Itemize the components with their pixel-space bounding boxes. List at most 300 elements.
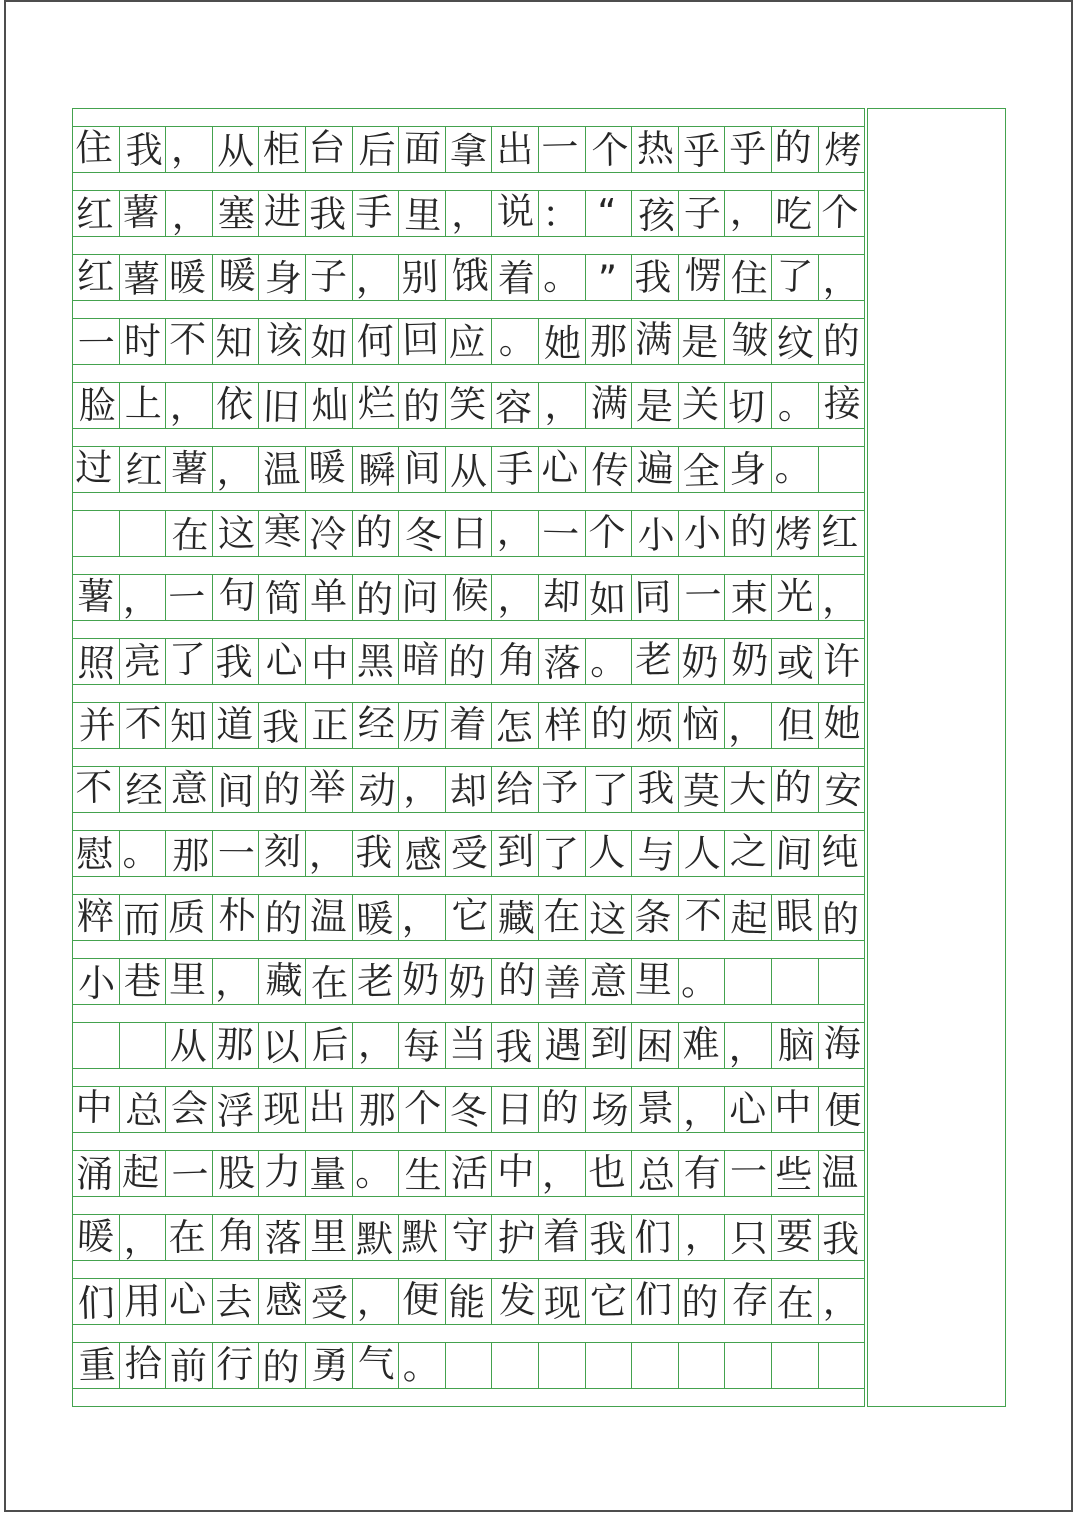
handwritten-character: 心 bbox=[265, 638, 303, 683]
grid-cell bbox=[73, 831, 119, 876]
grid-cell bbox=[538, 575, 585, 620]
grid-cell bbox=[165, 639, 212, 684]
handwritten-character: “ bbox=[596, 191, 617, 235]
handwritten-character: 了 bbox=[169, 637, 208, 682]
grid-cell bbox=[305, 1343, 352, 1388]
grid-cell bbox=[73, 575, 119, 620]
grid-cell bbox=[165, 1343, 212, 1388]
grid-cell bbox=[165, 959, 212, 1004]
grid-cell bbox=[585, 703, 632, 748]
grid-cell bbox=[258, 959, 305, 1004]
grid-cell bbox=[538, 1215, 585, 1260]
grid-cell bbox=[631, 255, 678, 300]
grid-cell bbox=[73, 191, 119, 236]
handwritten-character: 。 bbox=[122, 830, 160, 875]
grid-cell bbox=[678, 831, 725, 876]
grid-cell bbox=[724, 831, 771, 876]
grid-cell bbox=[165, 255, 212, 300]
grid-row bbox=[73, 126, 864, 173]
handwritten-character: 薯 bbox=[76, 574, 115, 619]
handwritten-character: 乎 bbox=[683, 129, 721, 173]
grid-cell bbox=[771, 1023, 818, 1068]
grid-row bbox=[73, 382, 864, 429]
handwritten-character: 脸 bbox=[78, 384, 116, 427]
row-spacer bbox=[73, 1133, 864, 1150]
grid-cell bbox=[119, 1023, 166, 1068]
handwritten-character: 要 bbox=[776, 1214, 814, 1259]
grid-row bbox=[73, 638, 864, 685]
grid-cell bbox=[538, 639, 585, 684]
handwritten-character: 经 bbox=[125, 768, 163, 813]
handwritten-character: 现 bbox=[543, 1281, 582, 1326]
handwritten-character: 后 bbox=[358, 128, 396, 173]
grid-cell bbox=[165, 1279, 212, 1324]
handwritten-character: 她 bbox=[544, 321, 582, 365]
grid-cell bbox=[818, 639, 865, 684]
grid-cell bbox=[258, 767, 305, 812]
handwritten-character: 灿 bbox=[311, 383, 350, 428]
grid-cell bbox=[305, 831, 352, 876]
handwritten-character: 它 bbox=[589, 1279, 628, 1324]
handwritten-character: 我 bbox=[821, 1217, 860, 1262]
handwritten-character: 的 bbox=[774, 125, 812, 170]
grid-cell bbox=[631, 703, 678, 748]
handwritten-character: 不 bbox=[75, 765, 114, 810]
handwritten-character: 如 bbox=[310, 321, 349, 366]
grid-cell bbox=[445, 959, 492, 1004]
grid-row bbox=[73, 510, 864, 557]
grid-cell bbox=[73, 767, 119, 812]
grid-cell bbox=[818, 895, 865, 940]
handwritten-character: 们 bbox=[634, 1215, 673, 1260]
grid-cell bbox=[724, 127, 771, 172]
handwritten-character: ， bbox=[727, 1025, 766, 1070]
grid-cell bbox=[119, 383, 166, 428]
handwritten-character: 如 bbox=[588, 577, 627, 622]
grid-cell bbox=[585, 383, 632, 428]
grid-cell bbox=[538, 1151, 585, 1196]
grid-cell bbox=[678, 383, 725, 428]
handwritten-character: 了 bbox=[591, 768, 629, 813]
grid-cell bbox=[258, 703, 305, 748]
handwritten-character: 皱 bbox=[730, 318, 769, 363]
grid-cell bbox=[491, 1023, 538, 1068]
grid-cell bbox=[73, 1215, 119, 1260]
grid-cell bbox=[165, 127, 212, 172]
handwritten-character: 薯 bbox=[122, 257, 161, 301]
grid-cell bbox=[678, 191, 725, 236]
handwritten-character: 个 bbox=[404, 1087, 442, 1131]
grid-cell bbox=[678, 127, 725, 172]
handwritten-character: 间 bbox=[404, 446, 442, 491]
handwritten-character: 满 bbox=[635, 317, 673, 362]
handwritten-character: 身 bbox=[728, 447, 767, 492]
handwritten-character: 意 bbox=[171, 766, 209, 811]
handwritten-character: ， bbox=[122, 577, 161, 622]
handwritten-character: 从 bbox=[169, 1024, 208, 1069]
grid-cell bbox=[724, 895, 771, 940]
grid-cell bbox=[818, 575, 865, 620]
grid-cell bbox=[631, 319, 678, 364]
grid-cell bbox=[771, 1151, 818, 1196]
grid-cell bbox=[305, 319, 352, 364]
grid-cell bbox=[538, 191, 585, 236]
handwritten-character: 红 bbox=[821, 511, 859, 555]
grid-cell bbox=[258, 1215, 305, 1260]
grid-cell bbox=[631, 575, 678, 620]
grid-cell bbox=[305, 1279, 352, 1324]
grid-cell bbox=[445, 191, 492, 236]
grid-cell bbox=[119, 1343, 166, 1388]
grid-cell bbox=[119, 127, 166, 172]
handwritten-character: 脑 bbox=[777, 1023, 816, 1068]
grid-cell bbox=[538, 383, 585, 428]
grid-cell bbox=[258, 383, 305, 428]
grid-cell bbox=[305, 1215, 352, 1260]
grid-cell bbox=[119, 1215, 166, 1260]
handwritten-character: 但 bbox=[777, 703, 816, 748]
handwritten-character: 饿 bbox=[451, 253, 490, 298]
grid-cell bbox=[538, 1087, 585, 1132]
handwritten-character: 暖 bbox=[168, 256, 206, 299]
handwritten-character: 回 bbox=[402, 317, 441, 362]
grid-cell bbox=[491, 1343, 538, 1388]
handwritten-character: 热 bbox=[637, 126, 675, 171]
grid-cell bbox=[631, 447, 678, 492]
handwritten-character: 现 bbox=[262, 1087, 301, 1132]
handwritten-character: 朴 bbox=[218, 893, 257, 938]
grid-cell bbox=[398, 1279, 445, 1324]
handwritten-character: 。 bbox=[589, 639, 628, 684]
handwritten-character: 红 bbox=[76, 254, 115, 299]
grid-cell bbox=[724, 1023, 771, 1068]
handwritten-character: 一 bbox=[541, 125, 580, 170]
handwritten-character: 巷 bbox=[123, 959, 162, 1004]
grid-cell bbox=[818, 1087, 865, 1132]
grid-cell bbox=[212, 1023, 259, 1068]
grid-cell bbox=[165, 1215, 212, 1260]
handwritten-character: 举 bbox=[308, 765, 347, 810]
grid-cell bbox=[445, 639, 492, 684]
row-spacer bbox=[73, 1197, 864, 1214]
handwritten-character: 奶 bbox=[448, 960, 486, 1005]
handwritten-character: 笑 bbox=[449, 382, 487, 427]
handwritten-character: 别 bbox=[401, 255, 440, 300]
handwritten-character: 会 bbox=[170, 1086, 209, 1131]
grid-cell bbox=[678, 1343, 725, 1388]
grid-cell bbox=[258, 831, 305, 876]
handwritten-character: ， bbox=[684, 1214, 722, 1258]
grid-cell bbox=[398, 1087, 445, 1132]
handwritten-character: 冬 bbox=[405, 513, 443, 557]
handwritten-character: 烦 bbox=[636, 704, 674, 749]
grid-cell bbox=[398, 831, 445, 876]
handwritten-character: 在 bbox=[543, 895, 581, 939]
handwritten-character: 经 bbox=[357, 701, 395, 746]
handwritten-character: 受 bbox=[450, 831, 489, 876]
handwritten-character: 着 bbox=[448, 702, 487, 747]
grid-cell bbox=[538, 767, 585, 812]
grid-cell bbox=[352, 1087, 399, 1132]
handwritten-character: 我 bbox=[354, 830, 393, 875]
handwritten-character: 总 bbox=[637, 1153, 676, 1198]
handwritten-character: 住 bbox=[75, 125, 114, 170]
grid-cell bbox=[352, 1023, 399, 1068]
grid-cell bbox=[165, 895, 212, 940]
grid-cell bbox=[305, 1023, 352, 1068]
grid-cell bbox=[771, 575, 818, 620]
handwritten-character: 一 bbox=[684, 573, 722, 618]
grid-cell bbox=[305, 639, 352, 684]
grid-cell bbox=[212, 1087, 259, 1132]
grid-cell bbox=[538, 1343, 585, 1388]
grid-cell bbox=[491, 639, 538, 684]
handwritten-character: 存 bbox=[731, 1278, 769, 1323]
handwritten-character: 量 bbox=[309, 1152, 347, 1197]
grid-cell bbox=[212, 767, 259, 812]
grid-cell bbox=[398, 1215, 445, 1260]
grid-cell bbox=[724, 319, 771, 364]
grid-cell bbox=[631, 1087, 678, 1132]
row-spacer bbox=[73, 1389, 864, 1406]
handwritten-character: 句 bbox=[218, 573, 257, 618]
handwritten-character: 人 bbox=[588, 831, 626, 875]
grid-cell bbox=[445, 383, 492, 428]
grid-cell bbox=[491, 1151, 538, 1196]
grid-cell bbox=[305, 191, 352, 236]
handwritten-character: 默 bbox=[401, 1215, 440, 1260]
handwritten-character: 红 bbox=[75, 192, 114, 237]
grid-cell bbox=[631, 1023, 678, 1068]
grid-cell bbox=[585, 191, 632, 236]
handwritten-character: 温 bbox=[262, 447, 301, 492]
handwritten-character: ， bbox=[544, 383, 583, 428]
grid-cell bbox=[585, 895, 632, 940]
handwritten-character: 薯 bbox=[170, 446, 209, 491]
grid-cell bbox=[631, 1343, 678, 1388]
handwritten-character: 单 bbox=[310, 574, 348, 619]
row-spacer bbox=[73, 365, 864, 382]
handwritten-character: 说 bbox=[496, 189, 535, 234]
handwritten-character: ， bbox=[822, 1279, 861, 1324]
grid-cell bbox=[771, 1279, 818, 1324]
handwritten-character: 在 bbox=[776, 1281, 815, 1326]
grid-cell bbox=[818, 511, 865, 556]
grid-cell bbox=[445, 1343, 492, 1388]
grid-cell bbox=[73, 895, 119, 940]
handwritten-character: 力 bbox=[263, 1149, 302, 1194]
handwritten-character: 。 bbox=[680, 960, 720, 1005]
handwritten-character: 行 bbox=[216, 1343, 254, 1387]
handwritten-character: 护 bbox=[496, 1216, 536, 1261]
grid-cell bbox=[352, 1151, 399, 1196]
handwritten-character: 道 bbox=[216, 702, 254, 747]
grid-cell bbox=[398, 255, 445, 300]
handwritten-character: ， bbox=[355, 257, 394, 302]
grid-cell bbox=[212, 191, 259, 236]
handwritten-character: 暖 bbox=[76, 1214, 115, 1259]
grid-cell bbox=[818, 767, 865, 812]
grid-cell bbox=[724, 1151, 771, 1196]
handwritten-character: 条 bbox=[634, 895, 673, 940]
grid-row bbox=[73, 1022, 864, 1069]
grid-row bbox=[73, 702, 864, 749]
grid-cell bbox=[165, 831, 212, 876]
grid-cell bbox=[258, 1087, 305, 1132]
handwritten-character: 并 bbox=[78, 703, 117, 748]
row-spacer bbox=[73, 941, 864, 958]
grid-cell bbox=[398, 383, 445, 428]
grid-cell bbox=[398, 1151, 445, 1196]
grid-cell bbox=[73, 127, 119, 172]
grid-cell bbox=[165, 703, 212, 748]
handwritten-character: 。 bbox=[402, 1344, 442, 1389]
grid-cell bbox=[73, 319, 119, 364]
handwritten-character: 拿 bbox=[449, 129, 488, 174]
handwritten-character: ， bbox=[122, 1217, 161, 1262]
handwritten-character: 困 bbox=[635, 1024, 675, 1069]
handwritten-character: 红 bbox=[125, 448, 163, 493]
grid-cell bbox=[631, 1151, 678, 1196]
handwritten-character: 藏 bbox=[264, 958, 303, 1003]
handwritten-character: 有 bbox=[683, 1151, 722, 1196]
grid-cell bbox=[631, 191, 678, 236]
handwritten-character: 也 bbox=[587, 1150, 626, 1195]
grid-cell bbox=[398, 1023, 445, 1068]
handwritten-character: ， bbox=[170, 384, 208, 429]
handwritten-character: 纹 bbox=[776, 321, 815, 366]
grid-cell bbox=[305, 703, 352, 748]
handwritten-character: ， bbox=[496, 509, 534, 554]
grid-cell bbox=[771, 319, 818, 364]
grid-cell bbox=[258, 1023, 305, 1068]
handwritten-character: 只 bbox=[730, 1216, 768, 1260]
handwritten-character: 手 bbox=[495, 447, 534, 492]
handwritten-character: 默 bbox=[355, 1217, 394, 1261]
handwritten-character: 怎 bbox=[494, 705, 533, 750]
handwritten-character: 我 bbox=[637, 767, 675, 811]
grid-cell bbox=[212, 639, 259, 684]
handwritten-character: 里 bbox=[404, 193, 443, 238]
handwritten-character: ， bbox=[357, 1021, 395, 1066]
handwritten-character: 一 bbox=[729, 1150, 767, 1194]
handwritten-character: 关 bbox=[681, 382, 720, 427]
handwritten-character: 的 bbox=[821, 897, 860, 942]
handwritten-character: 老 bbox=[356, 959, 395, 1004]
grid-cell bbox=[305, 511, 352, 556]
grid-cell bbox=[165, 383, 212, 428]
handwritten-character: 当 bbox=[449, 1023, 487, 1067]
grid-cell bbox=[398, 767, 445, 812]
handwritten-character: ， bbox=[308, 832, 347, 877]
grid-cell bbox=[538, 959, 585, 1004]
grid-cell bbox=[538, 447, 585, 492]
grid-cell bbox=[771, 383, 818, 428]
handwritten-character: 不 bbox=[124, 701, 163, 746]
grid-cell bbox=[538, 831, 585, 876]
handwritten-character: 浮 bbox=[216, 1089, 255, 1134]
handwritten-character: 安 bbox=[823, 768, 863, 813]
grid-row bbox=[73, 766, 864, 813]
handwritten-character: 中 bbox=[75, 1085, 114, 1130]
handwritten-character: 景 bbox=[636, 1086, 675, 1131]
handwritten-character: 起 bbox=[121, 1150, 160, 1195]
handwritten-character: 重 bbox=[78, 1343, 117, 1388]
handwritten-character: 上 bbox=[124, 382, 162, 426]
handwritten-character: 薯 bbox=[121, 190, 160, 235]
grid-cell bbox=[258, 1151, 305, 1196]
handwritten-character: ， bbox=[171, 193, 210, 237]
handwritten-character: 了 bbox=[542, 832, 580, 877]
handwritten-character: 那 bbox=[215, 1022, 254, 1067]
row-spacer bbox=[73, 301, 864, 318]
grid-cell bbox=[165, 1023, 212, 1068]
grid-cell bbox=[398, 191, 445, 236]
handwritten-character: 我 bbox=[124, 128, 163, 173]
handwritten-character: 到 bbox=[496, 829, 534, 874]
handwritten-character: 与 bbox=[637, 833, 676, 877]
handwritten-character: 是 bbox=[635, 384, 674, 429]
handwritten-character: 暗 bbox=[402, 637, 440, 682]
grid-cell bbox=[119, 447, 166, 492]
handwritten-character: 奶 bbox=[402, 957, 440, 1002]
grid-cell bbox=[445, 255, 492, 300]
grid-cell bbox=[771, 511, 818, 556]
handwritten-character: 我 bbox=[494, 1025, 533, 1069]
grid-cell bbox=[258, 639, 305, 684]
grid-cell bbox=[585, 255, 632, 300]
handwritten-character: 应 bbox=[448, 320, 486, 365]
handwritten-character: 以 bbox=[261, 1025, 300, 1070]
handwritten-character: 拾 bbox=[124, 1341, 163, 1386]
handwritten-character: 受 bbox=[310, 1281, 349, 1325]
handwritten-character: 出 bbox=[308, 1085, 347, 1130]
grid-row bbox=[73, 254, 864, 301]
grid-cell bbox=[585, 767, 632, 812]
grid-cell bbox=[258, 319, 305, 364]
handwritten-character: 过 bbox=[75, 446, 113, 490]
grid-cell bbox=[724, 383, 771, 428]
handwritten-character: 的 bbox=[681, 1280, 719, 1324]
grid-cell bbox=[818, 1279, 865, 1324]
handwritten-character: 角 bbox=[497, 638, 536, 683]
grid-cell bbox=[165, 511, 212, 556]
handwritten-character: 中 bbox=[496, 1149, 535, 1194]
grid-cell bbox=[305, 1087, 352, 1132]
handwritten-character: 瞬 bbox=[358, 448, 396, 493]
grid-cell bbox=[212, 319, 259, 364]
grid-cell bbox=[165, 191, 212, 236]
handwritten-character: ， bbox=[727, 705, 766, 749]
grid-cell bbox=[631, 383, 678, 428]
grid-cell bbox=[445, 1023, 492, 1068]
grid-cell bbox=[165, 575, 212, 620]
handwritten-character: 活 bbox=[450, 1151, 489, 1196]
grid-cell bbox=[678, 1215, 725, 1260]
grid-cell bbox=[631, 127, 678, 172]
grid-cell bbox=[212, 1151, 259, 1196]
row-spacer bbox=[73, 429, 864, 446]
grid-row bbox=[73, 1150, 864, 1197]
handwritten-character: 在 bbox=[171, 513, 210, 558]
grid-cell bbox=[585, 447, 632, 492]
grid-cell bbox=[212, 1215, 259, 1260]
grid-cell bbox=[631, 639, 678, 684]
grid-cell bbox=[398, 895, 445, 940]
handwritten-character: ， bbox=[496, 576, 535, 621]
grid-cell bbox=[352, 511, 399, 556]
handwritten-character: 一 bbox=[168, 575, 207, 620]
